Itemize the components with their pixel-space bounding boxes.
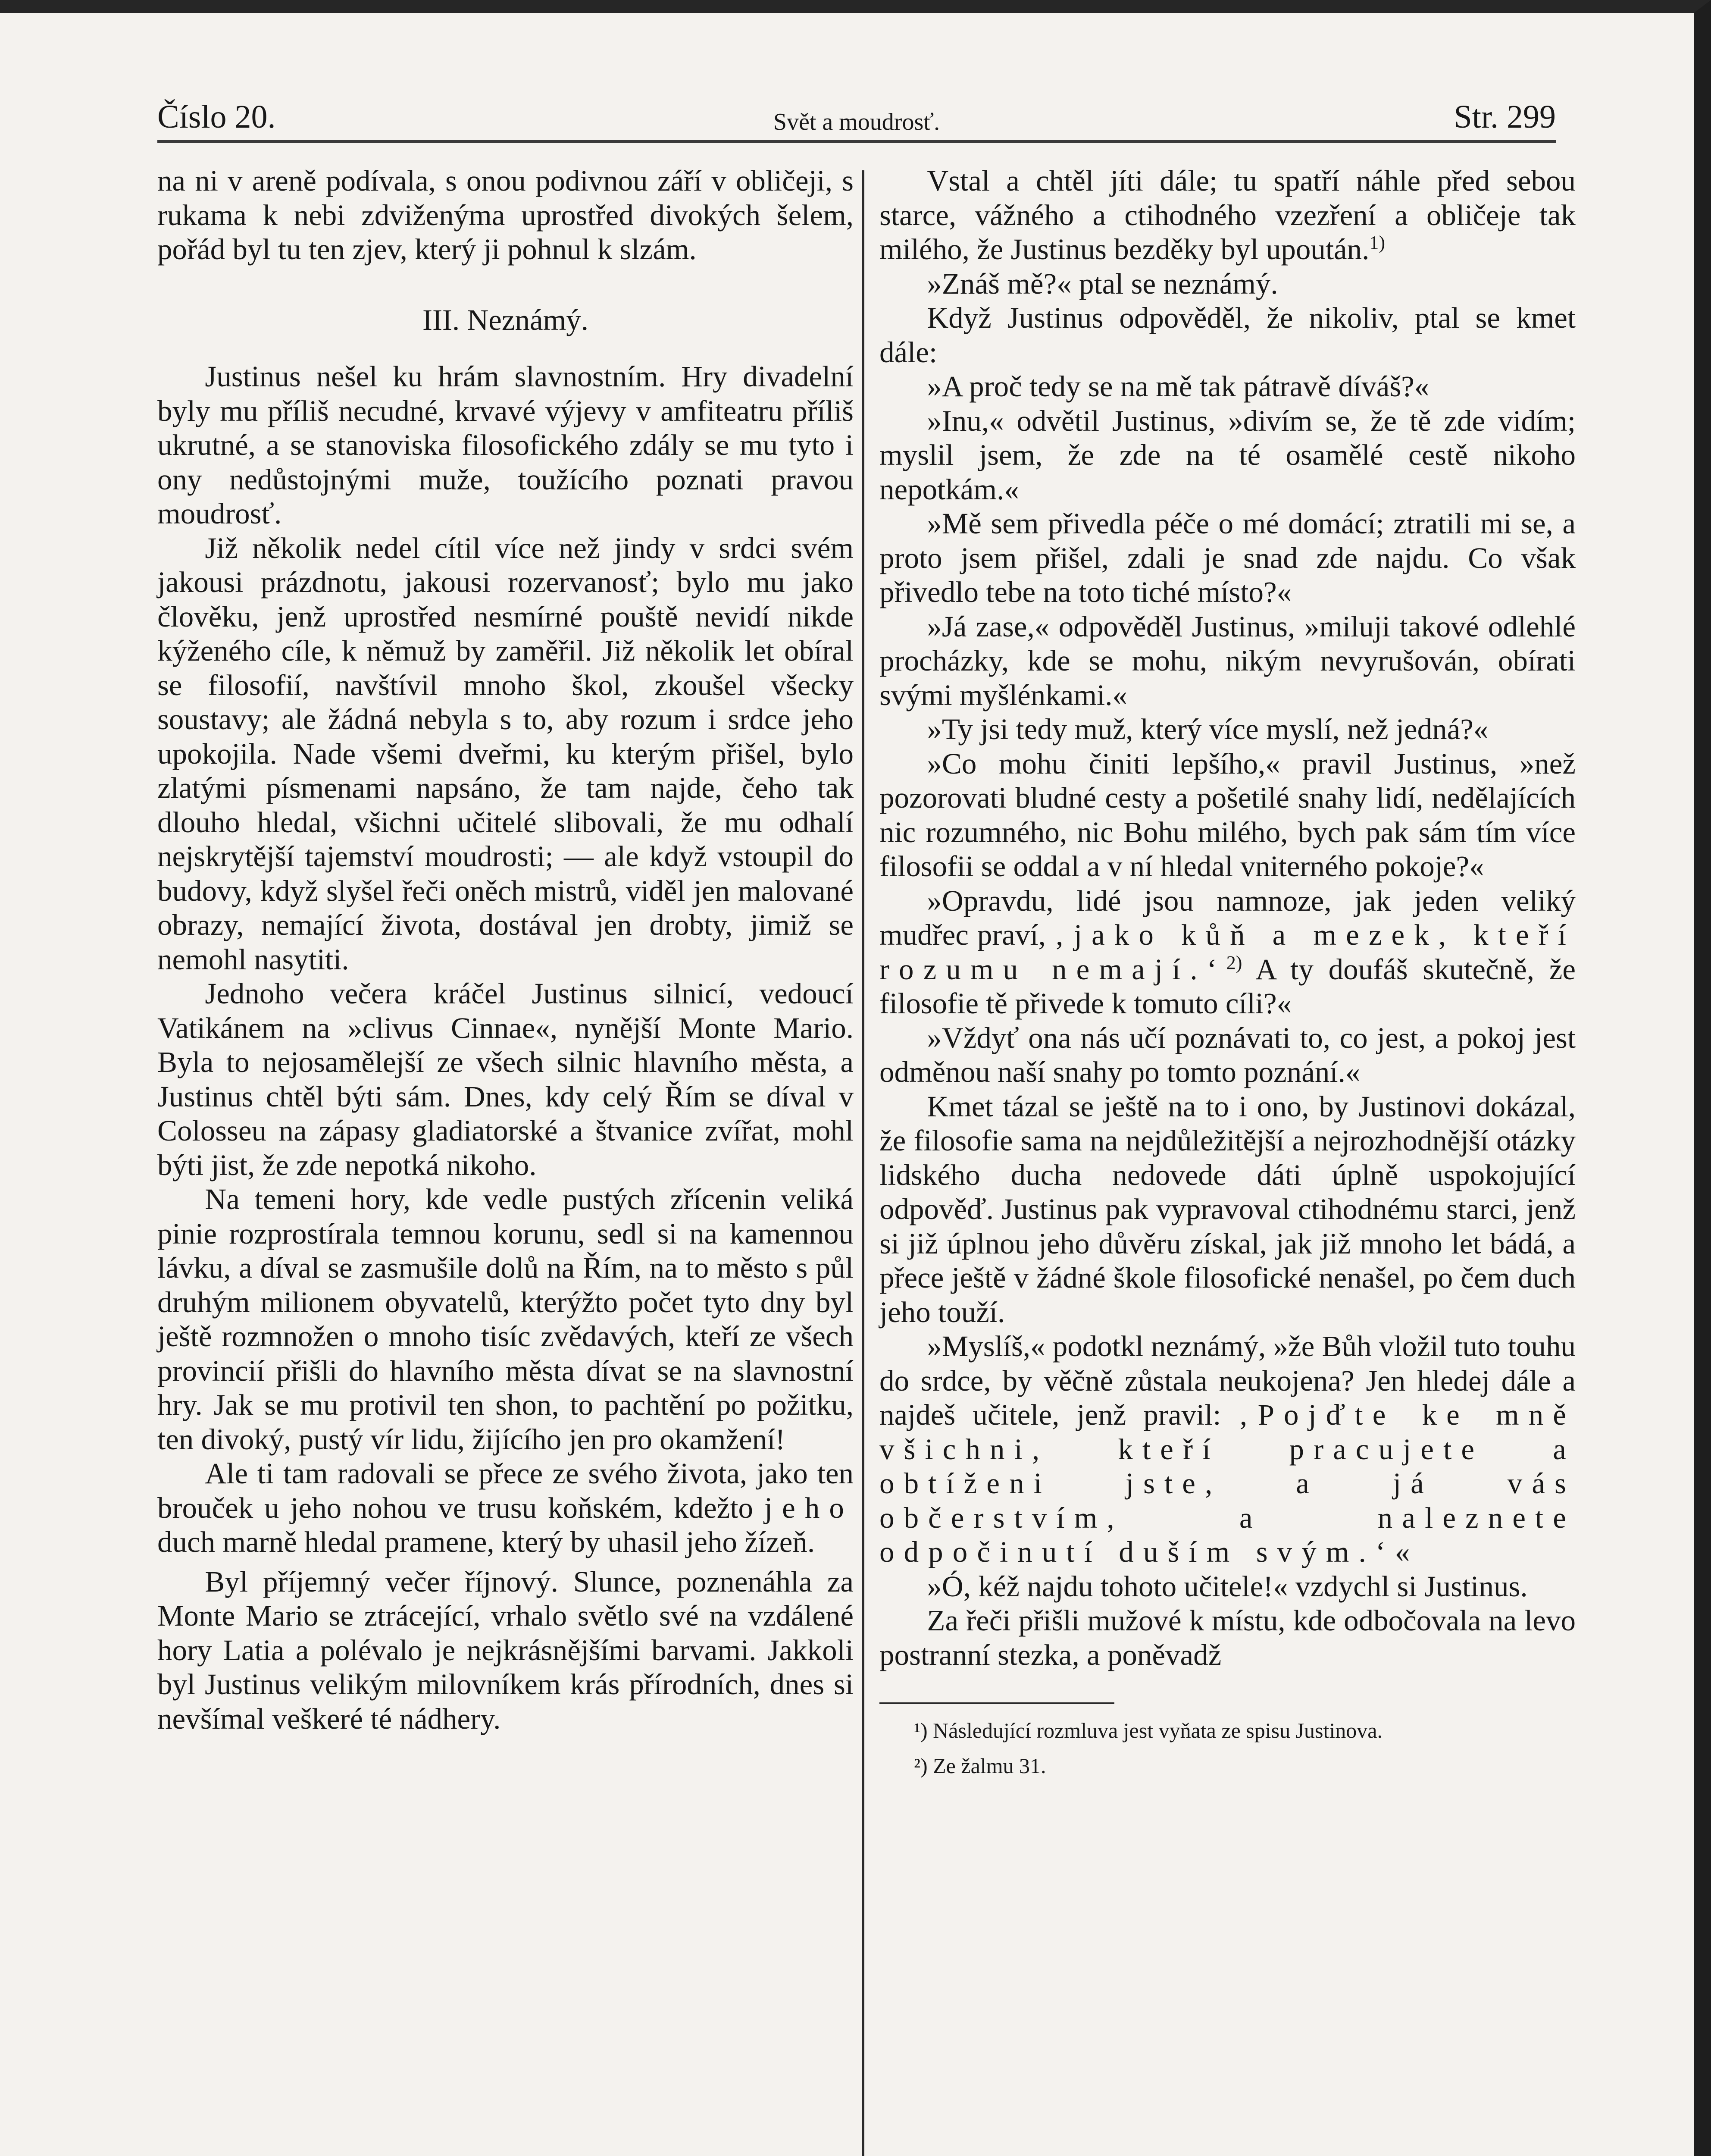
footnote-marker: 1) (1369, 232, 1386, 253)
paragraph: Kmet tázal se ještě na to i ono, by Justinovi dokázal, že filosofie sama na nejdůležitější a nejrozhodnější otázky lidského ducha nedovede dáti úplně uspokojující odpověď. Justinus pak vypravoval ctihodnému starci, jenž si již úplnou jeho důvěru získal, jak již mnoho let bádá, a přece ještě v žádné škole filosofické nenašel, po čem duch jeho touží. (879, 1090, 1576, 1329)
paragraph: »Já zase,« odpověděl Justinus, »miluji takové odlehlé procházky, kde se mohu, nikým nevyrušován, obírati svými myšlénkami.« (879, 610, 1576, 711)
paragraph: »Vždyť ona nás učí poznávati to, co jest, a pokoj jest odměnou naší snahy po tomto poznání.« (879, 1021, 1576, 1088)
paragraph (879, 164, 1576, 267)
text-run: « (1395, 1536, 1410, 1568)
paragraph: »A proč tedy se na mě tak pátravě díváš?« (927, 370, 1429, 403)
footnote-marker: 2) (1226, 952, 1242, 973)
footnote-rule (879, 1702, 1114, 1704)
text-run: Ale ti tam radovali se přece ze svého života, jako ten brouček u jeho nohou ve trusu koňském, kdežto (157, 1457, 854, 1524)
paragraph (879, 884, 1576, 1021)
left-column (157, 164, 854, 1736)
right-column (879, 164, 1576, 1783)
footnote: ²) Ze žalmu 31. (914, 1754, 1046, 1778)
paragraph: »Inu,« odvětil Justinus, »divím se, že tě zde vidím; myslil jsem, že zde na té osamělé cestě nikoho nepotkám.« (879, 404, 1576, 506)
paragraph: Když Justinus odpověděl, že nikoliv, ptal se kmet dále: (879, 301, 1576, 369)
running-header (157, 91, 1556, 143)
text-run: A ty doufáš skutečně, že filosofie tě přivede k tomuto cíli?« (879, 953, 1576, 1020)
paragraph: »Ó, kéž najdu tohoto učitele!« vzdychl si Justinus. (927, 1570, 1528, 1603)
paragraph: »Co mohu činiti lepšího,« pravil Justinus, »než pozorovati bludné cesty a pošetilé snahy lidí, nedělajících nic rozumného, nic Bohu milého, bych pak sám tím více filosofii se oddal a v ní hledal vniterného pokoje?« (879, 747, 1576, 883)
paragraph (157, 1457, 854, 1560)
journal-title: Svět a moudrosť. (773, 109, 940, 135)
issue-number: Číslo 20. (157, 99, 276, 135)
paragraph: »Mě sem přivedla péče o mé domácí; ztratili mi se, a proto jsem přišel, zdali je snad zde najdu. Co však přivedlo tebe na toto tiché místo?« (879, 507, 1576, 608)
paragraph: »Ty jsi tedy muž, který více myslí, než jedná?« (927, 713, 1489, 746)
paragraph: »Znáš mě?« ptal se neznámý. (927, 267, 1278, 300)
quotation-spaced: ‚Pojďte ke mně všichni, kteří pracujete a obtíženi jste, a já vás občerstvím, a naleznete odpočinutí duším svým.‘ (879, 1398, 1576, 1568)
text-run: »Myslíš,« podotkl neznámý, »že Bůh vložil tuto touhu do srdce, by věčně zůstala neukojena? Jen hledej dále a najdeš učitele, jenž pravil: (879, 1330, 1576, 1431)
page-number: Str. 299 (1454, 99, 1556, 135)
emphasis-spaced: jeho (764, 1491, 854, 1524)
paragraph: Za řeči přišli mužové k místu, kde odbočovala na levo postranní stezka, a poněvadž (879, 1604, 1576, 1671)
column-divider (862, 170, 864, 2156)
paragraph: Byl příjemný večer říjnový. Slunce, poznenáhla za Monte Mario se ztrácející, vrhalo světlo své na vzdálené hory Latia a polévalo je nejkrásnějšími barvami. Jakkoli byl Justinus velikým milovníkem krás přírodních, dnes si nevšímal veškeré té nádhery. (157, 1565, 854, 1735)
quotation-spaced: ‚jako kůň a mezek, kteří rozumu nemají.‘ (879, 918, 1576, 986)
paragraph: Již několik nedel cítil více než jindy v srdci svém jakousi prázdnotu, jakousi rozervanosť; bylo mu jako člověku, jenž uprostřed nesmírné pouště nevidí nikde kýženého cíle, k němuž by zaměřil. Již několik let obíral se filosofií, navštívil mnoho škol, zkoušel všecky soustavy; ale žádná nebyla s to, aby rozum i srdce jeho upokojila. Nade všemi dveřmi, ku kterým přišel, bylo zlatými písmenami napsáno, že tam najde, čeho tak dlouho hledal, všichni učitelé slibovali, že mu odhalí nejskrytější tajemství moudrosti; — ale když vstoupil do budovy, když slyšel řeči oněch mistrů, viděl jen malované obrazy, nemající života, dostával jen drobty, jimiž se nemohl nasytiti. (157, 531, 854, 976)
paragraph: Justinus nešel ku hrám slavnostním. Hry divadelní byly mu příliš necudné, krvavé výjevy v amfiteatru příliš ukrutné, a se stanoviska filosofického zdály se mu tyto i ony nedůstojnými muže, toužícího poznati pravou moudrosť. (157, 360, 854, 530)
paragraph: na ni v areně podívala, s onou podivnou září v obličeji, s rukama k nebi zdviženýma uprostřed divokých šelem, pořád byl tu ten zjev, který ji pohnul k slzám. (157, 164, 854, 266)
section-title: III. Neznámý. (422, 303, 589, 336)
paragraph: Na temeni hory, kde vedle pustých zřícenin veliká pinie rozprostírala temnou korunu, sedl si na kamennou lávku, a díval se zasmušile dolů na Řím, na to město s půl druhým milionem obyvatelů, kterýžto počet tyto dny byl ještě rozmnožen o mnoho tisíc zvědavých, kteří ze všech provincií přišli do hlavního města dívat se na slavnostní hry. Jak se mu protivil ten shon, to pachtění po požitku, ten divoký, pustý vír lidu, žijícího jen pro okamžení! (157, 1183, 854, 1456)
text-run: duch marně hledal pramene, který by uhasil jeho žízeň. (157, 1526, 815, 1558)
footnote: ¹) Následující rozmluva jest vyňata ze spisu Justinova. (914, 1718, 1383, 1742)
text-run: »Opravdu, lidé jsou namnoze, jak jeden veliký mudřec praví, (879, 884, 1576, 951)
paragraph (879, 1329, 1576, 1570)
text-run: Vstal a chtěl jíti dále; tu spatří náhle před sebou starce, vážného a ctihodného vzezření a obličeje tak milého, že Justinus bezděky byl upoután. (879, 164, 1576, 266)
footnotes (879, 1713, 1576, 1783)
paragraph: Jednoho večera kráčel Justinus silnicí, vedoucí Vatikánem na »clivus Cinnae«, nynější Monte Mario. Byla to nejosamělejší ze všech silnic hlavního města, a Justinus chtěl býti sám. Dnes, kdy celý Řím se díval v Colosseu na zápasy gladiatorské a štvanice zvířat, mohl býti jist, že zde nepotká nikoho. (157, 977, 854, 1181)
